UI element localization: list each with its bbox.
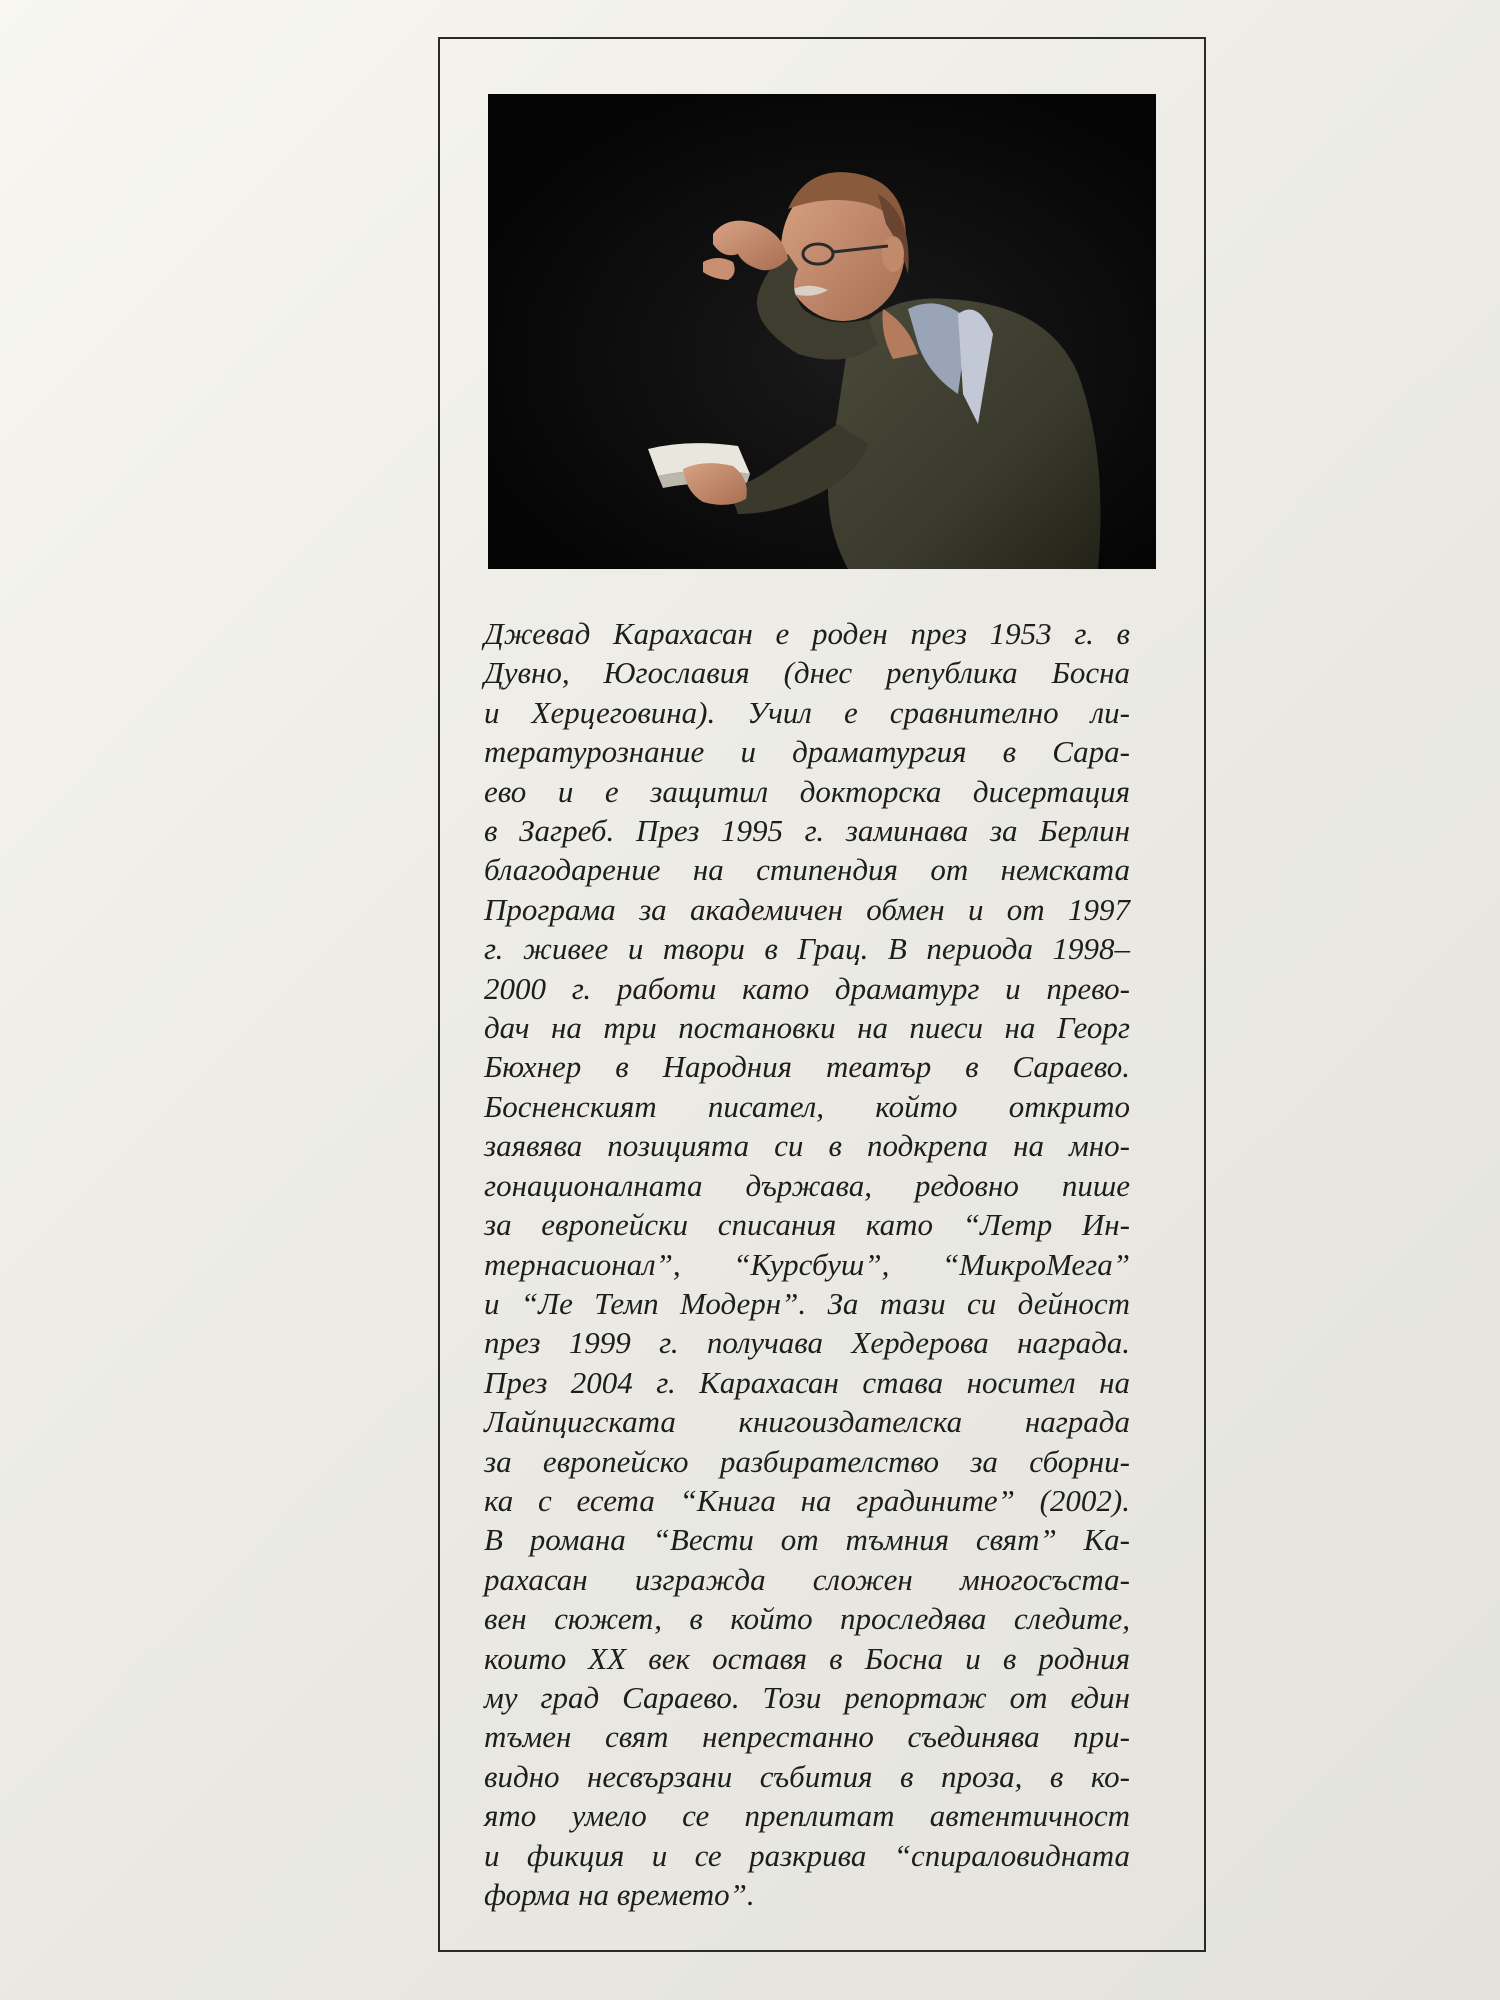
bio-line: вен сюжет, в който проследява следите, [484, 1601, 1130, 1637]
bio-line: благодарение на стипендия от немската [484, 852, 1130, 888]
bio-line: и фикция и се разкрива “спираловидната [484, 1837, 1130, 1873]
bio-line: рахасан изгражда сложен многосъста- [484, 1561, 1130, 1597]
bio-line: и Херцеговина). Учил е сравнително ли- [484, 694, 1130, 730]
bio-line: и “Ле Темп Модерн”. За тази си дейност [484, 1285, 1130, 1321]
bio-line: ка с есета “Книга на градините” (2002). [484, 1482, 1130, 1518]
bio-line: гонационалната държава, редовно пише [484, 1167, 1130, 1203]
bio-line: Дувно, Югославия (днес република Босна [484, 655, 1130, 691]
bio-line: видно несвързани събития в проза, в ко- [484, 1758, 1130, 1794]
author-photo [488, 94, 1156, 569]
bio-line: Бюхнер в Народния театър в Сараево. [484, 1049, 1130, 1085]
bio-line: Босненският писател, който открито [484, 1088, 1130, 1124]
bio-line: г. живее и твори в Грац. В периода 1998– [484, 931, 1130, 967]
bio-line: 2000 г. работи като драматург и прево- [484, 970, 1130, 1006]
bio-line: тъмен свят непрестанно съединява при- [484, 1719, 1130, 1755]
bio-line: Лайпцигската книгоиздателска награда [484, 1404, 1130, 1440]
bio-line: през 1999 г. получава Хердерова награда. [484, 1325, 1130, 1361]
bio-line: форма на времето”. [484, 1877, 755, 1912]
bio-line: в Загреб. През 1995 г. заминава за Берлин [484, 813, 1130, 849]
author-biography [484, 614, 1130, 1914]
bio-line: които XX век оставя в Босна и в родния [484, 1640, 1130, 1676]
author-portrait-illustration [488, 94, 1156, 569]
bio-line: ево и е защитил докторска дисертация [484, 773, 1130, 809]
bio-line: за европейско разбирателство за сборни- [484, 1443, 1130, 1479]
bio-line: В романа “Вести от тъмния свят” Ка- [484, 1522, 1130, 1558]
bio-line: за европейски списания като “Летр Ин- [484, 1207, 1130, 1243]
bio-line: му град Сараево. Този репортаж от един [484, 1679, 1130, 1715]
bio-line: тернасионал”, “Курсбуш”, “МикроМега” [484, 1246, 1130, 1282]
bio-line: Джевад Карахасан е роден през 1953 г. в [484, 616, 1130, 651]
bio-line: заявява позицията си в подкрепа на мно- [484, 1128, 1130, 1164]
bio-line: дач на три постановки на пиеси на Георг [484, 1010, 1130, 1046]
bio-line: ято умело се преплитат автентичност [484, 1798, 1130, 1834]
bio-line: тературознание и драматургия в Сара- [484, 734, 1130, 770]
bio-line: Програма за академичен обмен и от 1997 [484, 891, 1130, 927]
bio-line: През 2004 г. Карахасан става носител на [484, 1364, 1130, 1400]
